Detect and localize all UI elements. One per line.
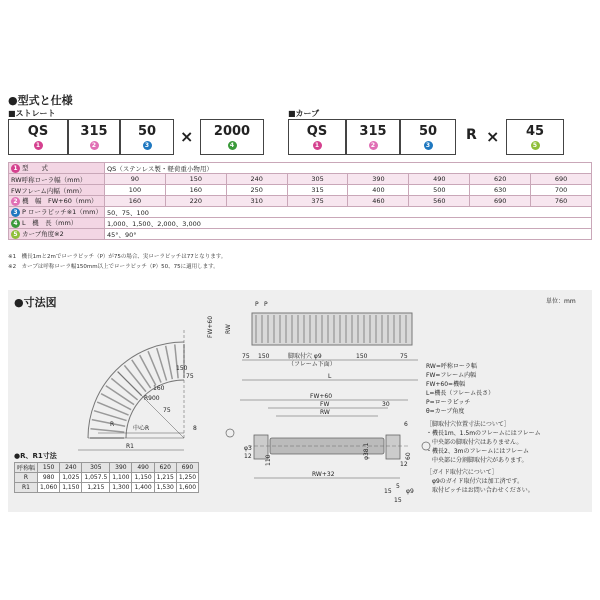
dim-r160: 160 <box>153 385 165 392</box>
r-table-cell: 1,150 <box>60 483 82 493</box>
dim-p2: P <box>264 301 268 308</box>
badge-1: 1 <box>34 141 43 150</box>
r-table-head: 305 <box>82 463 110 473</box>
dim-l: L <box>328 373 332 380</box>
dim-mount: 脚取付穴 φ9 <box>288 353 322 360</box>
dim-r150: 150 <box>176 365 188 372</box>
spec-cell: 700 <box>531 185 592 196</box>
times-sign: × <box>180 127 194 146</box>
legend-list <box>426 362 494 416</box>
dim-rwb: RW <box>320 409 330 416</box>
dim-r900: R900 <box>144 395 160 402</box>
roller-line <box>166 346 173 379</box>
detail-marker-left <box>226 429 234 437</box>
times-sign: × <box>486 127 500 146</box>
code-value: QS <box>27 123 49 139</box>
frame-right-section <box>386 435 400 459</box>
straight-label: ■ストレート <box>8 109 56 118</box>
leg-note-line: ・機長2、3mのフレームにはフレーム <box>426 448 530 455</box>
badge-3: 3 <box>424 141 433 150</box>
guide-note-line: φ9のガイド取付穴は加工済です。 <box>426 478 524 485</box>
spec-table <box>8 162 592 240</box>
dim-d60: 60 <box>405 452 412 460</box>
dim-d30: 30 <box>382 401 390 408</box>
code-value: 315 <box>80 123 108 139</box>
dim-75a: 75 <box>242 353 250 360</box>
r-table-cell: 1,530 <box>154 483 176 493</box>
r-table-cell: 1,215 <box>154 473 176 483</box>
roller-line <box>175 344 178 378</box>
dim-d5: 5 <box>396 483 400 490</box>
code-value: 45 <box>525 123 545 139</box>
legend-item: FW+60=機幅 <box>426 381 466 388</box>
dim-phi381: φ38.1 <box>363 442 370 460</box>
spec-cell: 250 <box>226 185 287 196</box>
roller-line <box>132 360 151 388</box>
spec-row-length <box>9 218 592 229</box>
dim-d110: 110 <box>265 454 272 466</box>
spec-cell: 760 <box>531 196 592 207</box>
dim-75b: 75 <box>400 353 408 360</box>
curve-code-series <box>288 119 346 155</box>
r-table-title: ●R、R1寸法 <box>14 452 57 460</box>
spec-cell: 310 <box>226 196 287 207</box>
badge-1: 1 <box>313 141 322 150</box>
r-table-cell: 1,300 <box>110 483 132 493</box>
dim-phi3: φ3 <box>244 445 252 452</box>
r-table-cell: R <box>15 473 38 483</box>
dim-fw60b: FW+60 <box>310 393 333 400</box>
leg-note-line: 中央部に分割脚取付穴があります。 <box>426 457 528 464</box>
r-table-head: 620 <box>154 463 176 473</box>
legend-item: L=機長（フレーム長さ） <box>426 390 495 397</box>
spec-cell: 160 <box>104 196 165 207</box>
roller-line <box>106 386 134 405</box>
note-1: ※1 機長1mと2mでローラピッチ（P）が75の場合、実ローラピッチは77となります。 <box>8 254 227 260</box>
r-table <box>14 462 199 493</box>
spec-cell: 240 <box>226 174 287 185</box>
legend-item: RW=呼称ローラ幅 <box>426 363 477 370</box>
spec-cell: 220 <box>165 196 226 207</box>
dim-150b: 150 <box>356 353 368 360</box>
spec-cell: 500 <box>409 185 470 196</box>
unit-label: 単位：mm <box>546 298 576 305</box>
dim-r: R <box>110 421 115 428</box>
r-sign: R <box>466 127 477 143</box>
roller-line <box>124 365 146 391</box>
dim-d15b: 15 <box>394 497 402 504</box>
spec-value: QS（ステンレス製・軽荷重小物用） <box>104 163 591 174</box>
straight-code-series <box>8 119 68 155</box>
dim-150a: 150 <box>258 353 270 360</box>
spec-label: 2 機 幅 FW+60（mm） <box>9 196 105 207</box>
spec-row-rw <box>9 174 592 185</box>
curve-code-width <box>346 119 400 155</box>
r-table-cell: 1,215 <box>82 483 110 493</box>
badge-3: 3 <box>143 141 152 150</box>
spec-label: 3 P ローラピッチ※1（mm） <box>9 207 105 218</box>
drawing-title: ●寸法図 <box>14 296 57 309</box>
legend-item: P=ローラピッチ <box>426 399 471 406</box>
dim-phi9: φ9 <box>406 488 414 495</box>
spec-cell: 375 <box>287 196 348 207</box>
spec-cell: 100 <box>104 185 165 196</box>
r-table-head: 390 <box>110 463 132 473</box>
dim-r75: 75 <box>186 373 194 380</box>
leg-note-line: ・機長1m、1.5mのフレームにはフレーム <box>426 430 541 437</box>
spec-row-width <box>9 196 592 207</box>
straight-code-pitch <box>120 119 174 155</box>
dim-d12: 12 <box>244 453 252 460</box>
legend-item: θ=カーブ角度 <box>426 408 465 415</box>
spec-value: 1,000、1,500、2,000、3,000 <box>104 218 591 229</box>
dim-fw: FW <box>320 401 330 408</box>
r-table-head: 690 <box>176 463 198 473</box>
badge-2: 2 <box>90 141 99 150</box>
r-table-cell: 980 <box>38 473 60 483</box>
code-value: 50 <box>418 123 438 139</box>
badge-2: 2 <box>369 141 378 150</box>
spec-label: 1 型 式 <box>9 163 105 174</box>
spec-label: 4 L 機 長（mm） <box>9 218 105 229</box>
dim-d6: 6 <box>404 421 408 428</box>
curve-code-pitch <box>400 119 456 155</box>
spec-row-fw <box>9 185 592 196</box>
code-value: 315 <box>359 123 387 139</box>
curve-code-angle <box>506 119 564 155</box>
r-table-cell: 1,600 <box>176 483 198 493</box>
spec-value: 50、75、100 <box>104 207 591 218</box>
spec-cell: 690 <box>531 174 592 185</box>
guide-note-line: ［ガイド取付穴について］ <box>426 469 498 476</box>
spec-label: FWフレーム内幅（mm） <box>9 185 105 196</box>
spec-value: 45°、90° <box>104 229 591 240</box>
roller-line <box>101 394 131 410</box>
r-table-cell: 1,060 <box>38 483 60 493</box>
badge-5: 5 <box>531 141 540 150</box>
roller-line <box>92 420 125 427</box>
section-title: ●型式と仕様 <box>8 94 73 107</box>
dim-rw: RW <box>225 324 232 334</box>
spec-cell: 90 <box>104 174 165 185</box>
code-value: 50 <box>137 123 157 139</box>
guide-note-line: 取付ピッチはお問い合わせください。 <box>426 487 534 494</box>
note-2: ※2 カーブは呼称ローラ幅150mm以上でローラピッチ（P）50、75に適用します。 <box>8 264 219 270</box>
spec-cell: 390 <box>348 174 409 185</box>
roller-line <box>140 355 156 385</box>
dim-mount2: （フレーム下面） <box>288 361 336 368</box>
r-table-head: 490 <box>132 463 154 473</box>
straight-code-width <box>68 119 120 155</box>
dim-p1: P <box>255 301 259 308</box>
dim-rw32: RW+32 <box>312 471 335 478</box>
spec-cell: 150 <box>165 174 226 185</box>
spec-row-type <box>9 163 592 174</box>
badge-4: 4 <box>228 141 237 150</box>
r-table-cell: R1 <box>15 483 38 493</box>
code-value: 2000 <box>213 123 251 139</box>
spec-cell: 315 <box>287 185 348 196</box>
spec-cell: 690 <box>470 196 531 207</box>
spec-cell: 620 <box>470 174 531 185</box>
r-table-cell: 1,150 <box>132 473 154 483</box>
straight-code-length <box>200 119 264 155</box>
spec-cell: 630 <box>470 185 531 196</box>
legend-item: FW=フレーム内幅 <box>426 372 477 379</box>
spec-cell: 305 <box>287 174 348 185</box>
roller-line <box>111 378 137 400</box>
dim-d75c: 75 <box>163 407 171 414</box>
spec-cell: 400 <box>348 185 409 196</box>
spec-cell: 460 <box>348 196 409 207</box>
curve-label: ■カーブ <box>288 109 320 118</box>
r-table-cell: 1,057.5 <box>82 473 110 483</box>
leg-note <box>426 420 541 465</box>
dim-center-r: 中心R <box>133 425 150 432</box>
r-table-head: 150 <box>38 463 60 473</box>
spec-cell: 160 <box>165 185 226 196</box>
spec-row-pitch <box>9 207 592 218</box>
dim-d12b: 12 <box>400 461 408 468</box>
r-table-cell: 1,025 <box>60 473 82 483</box>
spec-label: 5 カーブ角度※2 <box>9 229 105 240</box>
r-table-cell: 1,250 <box>176 473 198 483</box>
spec-cell: 490 <box>409 174 470 185</box>
dim-d15: 15 <box>384 488 392 495</box>
spec-cell: 560 <box>409 196 470 207</box>
spec-label: RW呼称ローラ幅（mm） <box>9 174 105 185</box>
r-table-head: 240 <box>60 463 82 473</box>
leg-note-line: 中央部の脚取付穴はありません。 <box>426 439 523 446</box>
dim-fw60: FW+60 <box>207 315 214 338</box>
r-table-cell: 1,100 <box>110 473 132 483</box>
roller-line <box>90 429 124 432</box>
dim-d8: 8 <box>193 425 197 432</box>
r-table-head: 呼称幅 <box>15 463 38 473</box>
guide-note <box>426 468 534 495</box>
r-table-cell: 1,400 <box>132 483 154 493</box>
code-value: QS <box>306 123 328 139</box>
spec-row-curve <box>9 229 592 240</box>
dim-r1: R1 <box>126 443 134 450</box>
leg-note-line: ［脚取付穴位置寸法について］ <box>426 421 510 428</box>
